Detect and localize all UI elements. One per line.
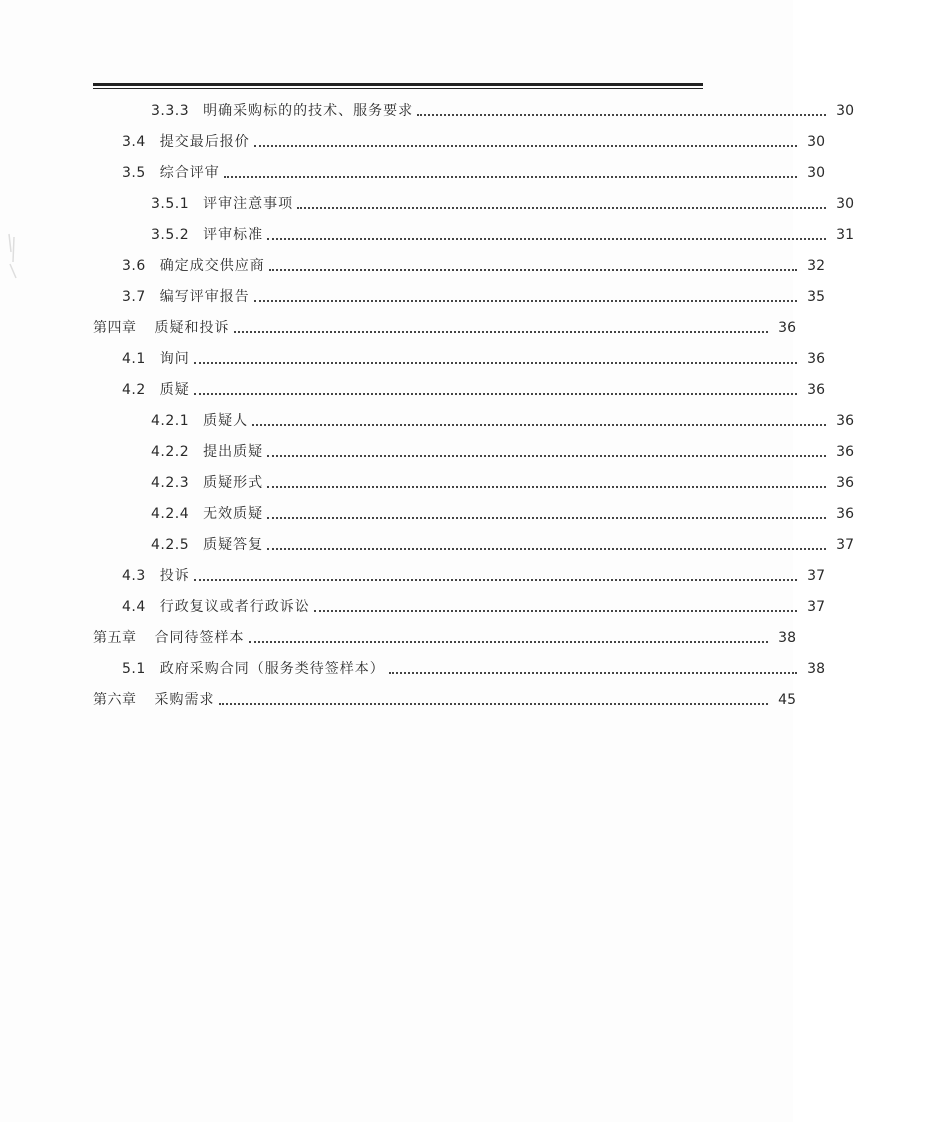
toc-entry-number: 3.7 bbox=[122, 289, 146, 305]
toc-entry-title: 提交最后报价 bbox=[159, 134, 250, 150]
toc-entry-page: 36 bbox=[836, 506, 854, 522]
toc-entry-page: 30 bbox=[807, 165, 825, 181]
toc-entry[interactable] bbox=[0, 530, 944, 561]
dot-leader bbox=[267, 548, 826, 550]
toc-entry[interactable] bbox=[0, 344, 915, 375]
toc-entry-title: 评审注意事项 bbox=[203, 196, 294, 212]
dot-leader bbox=[267, 486, 826, 488]
toc-entry-number: 3.6 bbox=[122, 258, 146, 274]
dot-leader bbox=[254, 145, 797, 147]
dot-leader bbox=[194, 393, 797, 395]
toc-entry[interactable] bbox=[0, 406, 944, 437]
toc-entry[interactable] bbox=[0, 685, 886, 716]
dot-leader bbox=[314, 610, 797, 612]
toc-entry[interactable] bbox=[0, 189, 944, 220]
toc-entry-number: 4.2.1 bbox=[151, 413, 190, 429]
toc-entry-title: 政府采购合同（服务类待签样本） bbox=[159, 661, 385, 677]
toc-entry-page: 38 bbox=[778, 630, 796, 646]
toc-entry-page: 37 bbox=[807, 568, 825, 584]
toc-entry-title: 质疑答复 bbox=[203, 537, 264, 553]
toc-entry-number: 5.1 bbox=[122, 661, 146, 677]
toc-entry-number: 3.4 bbox=[122, 134, 146, 150]
dot-leader bbox=[417, 114, 826, 116]
toc-entry-page: 30 bbox=[807, 134, 825, 150]
header-rule bbox=[93, 83, 703, 86]
toc-entry-title: 质疑人 bbox=[203, 413, 249, 429]
toc-entry-page: 37 bbox=[836, 537, 854, 553]
toc-entry[interactable] bbox=[0, 623, 886, 654]
toc-entry[interactable] bbox=[0, 561, 915, 592]
dot-leader bbox=[267, 455, 826, 457]
toc-entry-number: 3.3.3 bbox=[151, 103, 190, 119]
toc-entry[interactable] bbox=[0, 313, 886, 344]
toc-entry[interactable] bbox=[0, 499, 944, 530]
toc-entry-number: 3.5.1 bbox=[151, 196, 190, 212]
toc-entry-number: 4.2 bbox=[122, 382, 146, 398]
toc-entry[interactable] bbox=[0, 158, 915, 189]
toc-entry-title: 询问 bbox=[159, 351, 190, 367]
toc-entry[interactable] bbox=[0, 282, 915, 313]
toc-entry[interactable] bbox=[0, 96, 944, 127]
toc-entry-title: 质疑和投诉 bbox=[154, 320, 230, 336]
toc-entry-number: 4.1 bbox=[122, 351, 146, 367]
toc-entry-page: 30 bbox=[836, 196, 854, 212]
toc-entry-page: 36 bbox=[778, 320, 796, 336]
toc-entry-title: 采购需求 bbox=[154, 692, 215, 708]
dot-leader bbox=[267, 238, 826, 240]
dot-leader bbox=[267, 517, 826, 519]
toc-entry-number: 第六章 bbox=[93, 692, 137, 708]
toc-entry[interactable] bbox=[0, 437, 944, 468]
toc-entry-title: 合同待签样本 bbox=[154, 630, 245, 646]
toc-entry-page: 37 bbox=[807, 599, 825, 615]
toc-entry-title: 行政复议或者行政诉讼 bbox=[159, 599, 310, 615]
toc-entry-number: 4.2.3 bbox=[151, 475, 190, 491]
toc-entry-number: 4.4 bbox=[122, 599, 146, 615]
toc-entry-number: 4.3 bbox=[122, 568, 146, 584]
toc-entry-title: 质疑 bbox=[159, 382, 190, 398]
dot-leader bbox=[194, 579, 797, 581]
toc-entry[interactable] bbox=[0, 468, 944, 499]
toc-entry[interactable] bbox=[0, 654, 915, 685]
toc-entry-title: 提出质疑 bbox=[203, 444, 264, 460]
toc-entry-page: 36 bbox=[836, 444, 854, 460]
toc-entry-number: 4.2.2 bbox=[151, 444, 190, 460]
toc-entry-page: 45 bbox=[778, 692, 796, 708]
dot-leader bbox=[252, 424, 826, 426]
dot-leader bbox=[389, 672, 797, 674]
toc-entry-number: 第四章 bbox=[93, 320, 137, 336]
toc-entry-page: 31 bbox=[836, 227, 854, 243]
toc-entry-title: 评审标准 bbox=[203, 227, 264, 243]
dot-leader bbox=[234, 331, 769, 333]
toc-entry-number: 4.2.4 bbox=[151, 506, 190, 522]
dot-leader bbox=[219, 703, 769, 705]
toc-entry[interactable] bbox=[0, 251, 915, 282]
toc-entry-page: 32 bbox=[807, 258, 825, 274]
toc-entry-page: 36 bbox=[807, 382, 825, 398]
toc-entry-title: 综合评审 bbox=[159, 165, 220, 181]
toc-entry[interactable] bbox=[0, 375, 915, 406]
toc-entry-page: 38 bbox=[807, 661, 825, 677]
toc-entry-number: 3.5 bbox=[122, 165, 146, 181]
toc-entry[interactable] bbox=[0, 127, 915, 158]
toc-entry-number: 3.5.2 bbox=[151, 227, 190, 243]
toc-entry-number: 第五章 bbox=[93, 630, 137, 646]
toc-entry-title: 确定成交供应商 bbox=[159, 258, 265, 274]
toc-entry-page: 30 bbox=[836, 103, 854, 119]
toc-entry-title: 投诉 bbox=[159, 568, 190, 584]
toc-entry-title: 编写评审报告 bbox=[159, 289, 250, 305]
toc-entry-page: 36 bbox=[807, 351, 825, 367]
dot-leader bbox=[254, 300, 797, 302]
dot-leader bbox=[249, 641, 769, 643]
toc-entry-page: 36 bbox=[836, 475, 854, 491]
toc-entry-title: 质疑形式 bbox=[203, 475, 264, 491]
dot-leader bbox=[194, 362, 797, 364]
toc-entry-title: 无效质疑 bbox=[203, 506, 264, 522]
toc-entry[interactable] bbox=[0, 592, 915, 623]
toc-entry-title: 明确采购标的的技术、服务要求 bbox=[203, 103, 414, 119]
toc-entry-number: 4.2.5 bbox=[151, 537, 190, 553]
dot-leader bbox=[224, 176, 797, 178]
toc-entry[interactable] bbox=[0, 220, 944, 251]
toc-entry-page: 36 bbox=[836, 413, 854, 429]
dot-leader bbox=[297, 207, 826, 209]
toc-entry-page: 35 bbox=[807, 289, 825, 305]
dot-leader bbox=[269, 269, 797, 271]
